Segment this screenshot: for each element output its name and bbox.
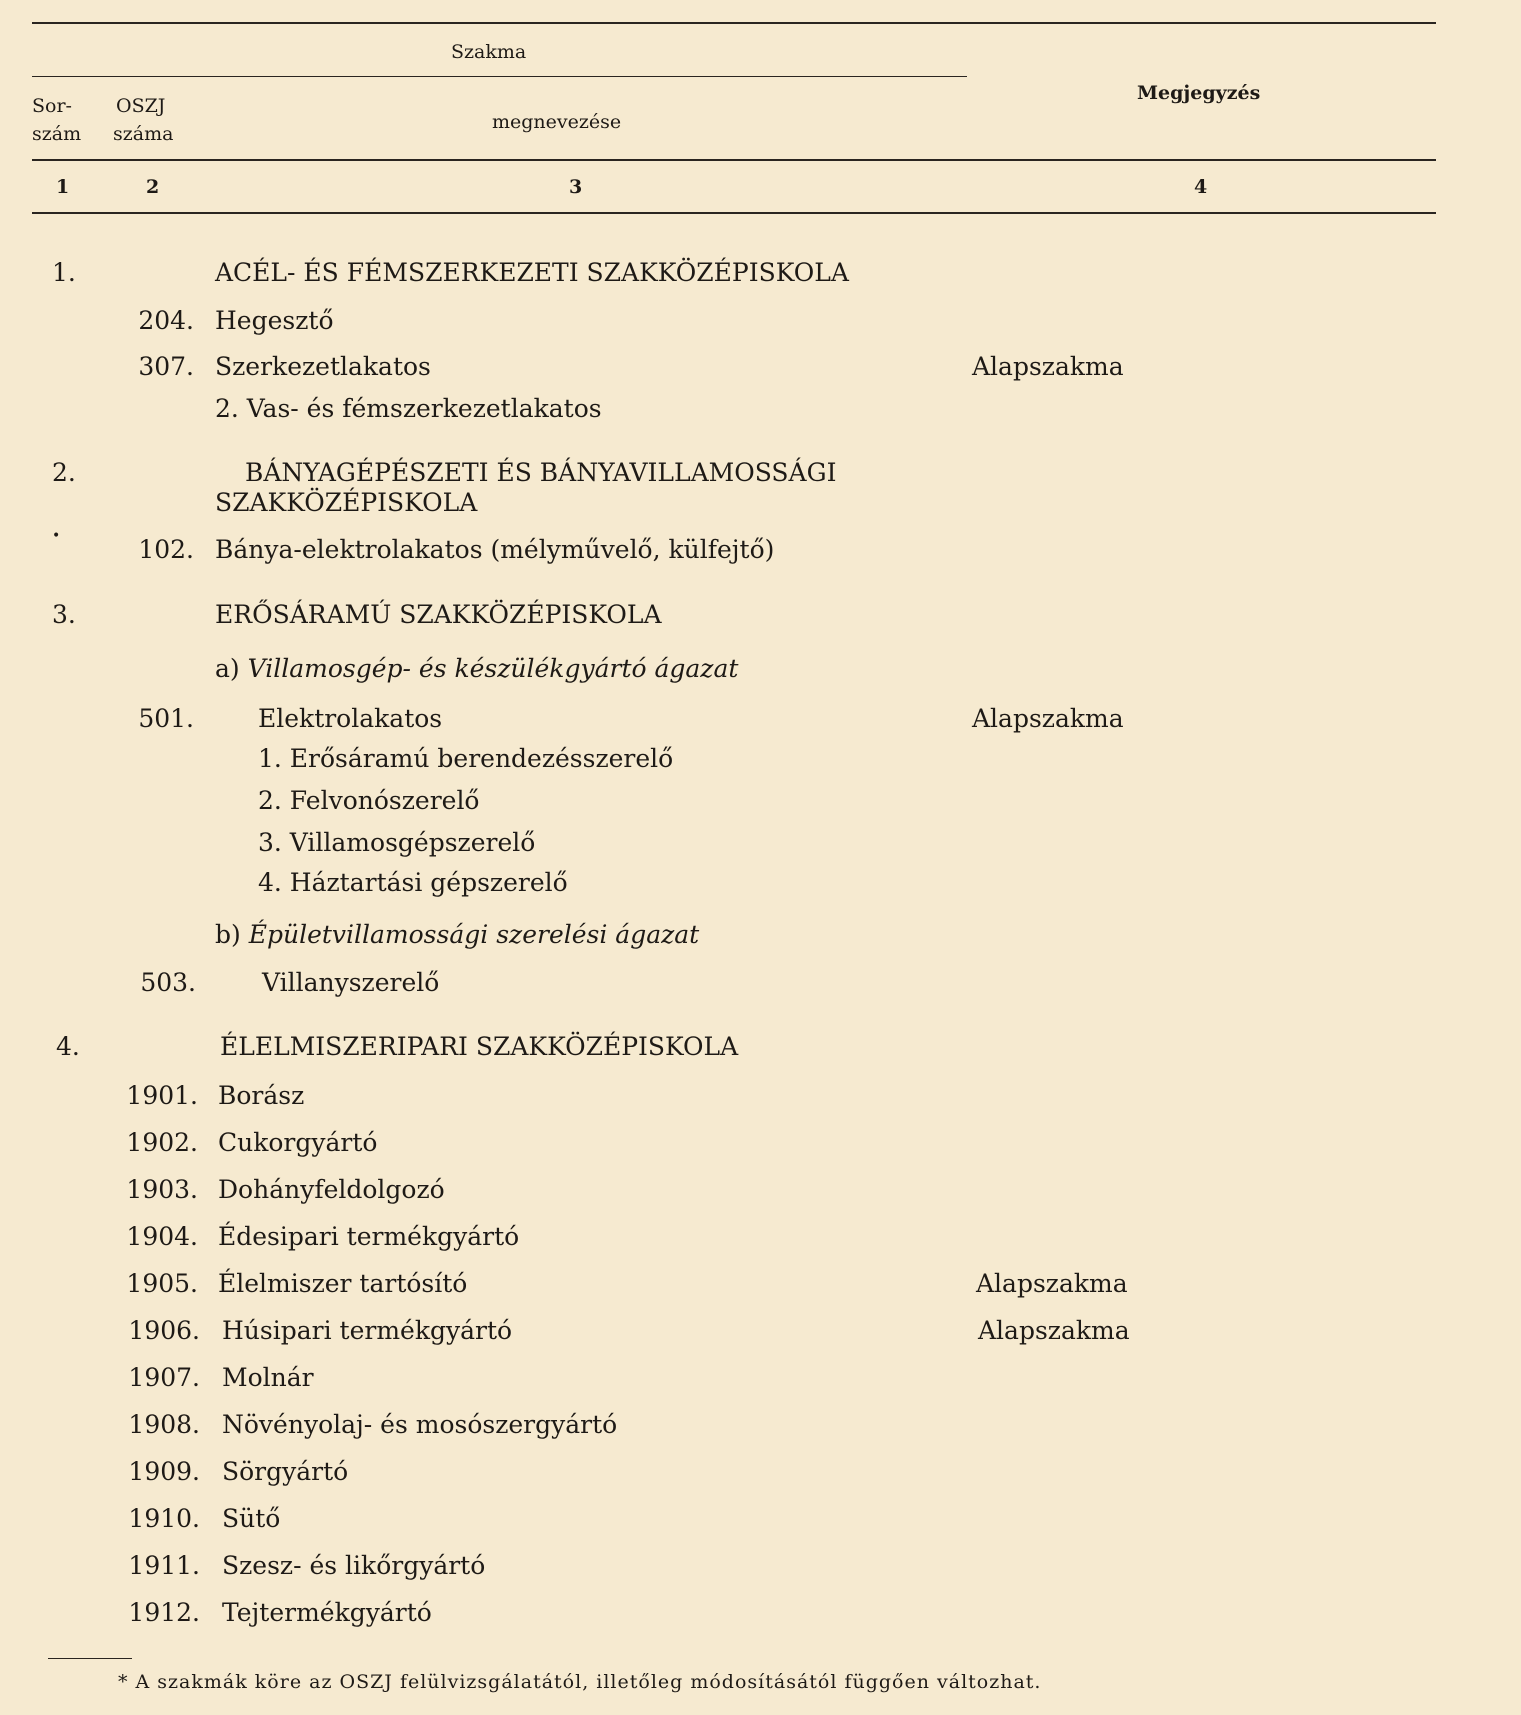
header-megjegyzes: Megjegyzés — [1137, 82, 1261, 104]
school-3-code-503: 503. — [140, 968, 196, 997]
school-4-row-1902: Cukorgyártó — [218, 1128, 378, 1157]
footnote-rule — [48, 1658, 132, 1659]
school-3-note-501: Alapszakma — [972, 704, 1124, 733]
school-4-row-1912: Tejtermékgyártó — [222, 1598, 432, 1627]
school-4-sorszam: 4. — [56, 1032, 80, 1061]
colnum-bottom-rule — [32, 212, 1436, 214]
school-3-branch-b — [215, 920, 699, 949]
footnote: * A szakmák köre az OSZJ felülvizsgálatától, illetőleg módosításától függően változhat. — [118, 1671, 1042, 1693]
school-4-row-1905: Élelmiszer tartósító — [218, 1269, 468, 1298]
header-megnevezese: megnevezése — [492, 111, 622, 133]
school-4-code-1909: 1909. — [128, 1457, 200, 1486]
school-1-title: ACÉL- ÉS FÉMSZERKEZETI SZAKKÖZÉPISKOLA — [215, 258, 849, 287]
school-1-code-307: 307. — [138, 352, 194, 381]
column-number-2: 2 — [146, 176, 160, 198]
school-4-title: ÉLELMISZERIPARI SZAKKÖZÉPISKOLA — [220, 1032, 739, 1061]
top-rule — [32, 22, 1436, 24]
school-3-code-501: 501. — [138, 704, 194, 733]
school-1-sorszam: 1. — [52, 258, 76, 287]
school-4-row-1903: Dohányfeldolgozó — [218, 1175, 445, 1204]
school-3-row-elektrolakatos: Elektrolakatos — [258, 704, 443, 733]
school-1-row-hegeszto: Hegesztő — [215, 306, 334, 335]
school-4-code-1904: 1904. — [126, 1222, 198, 1251]
school-4-row-1908: Növényolaj- és mosószergyártó — [222, 1410, 618, 1439]
school-3-branch-a — [215, 654, 738, 683]
school-1-code-204: 204. — [138, 306, 194, 335]
school-4-code-1908: 1908. — [128, 1410, 200, 1439]
branch-a-label: a) — [215, 654, 248, 683]
school-3-row-4: 4. Háztartási gépszerelő — [258, 868, 568, 897]
school-4-code-1906: 1906. — [128, 1316, 200, 1345]
school-4-row-1911: Szesz- és likőrgyártó — [222, 1551, 486, 1580]
school-4-code-1907: 1907. — [128, 1363, 200, 1392]
school-4-code-1905: 1905. — [126, 1269, 198, 1298]
school-2-row-banya: Bánya-elektrolakatos (mélyművelő, külfejtő) — [215, 535, 775, 564]
school-4-code-1912: 1912. — [128, 1598, 200, 1627]
school-4-code-1903: 1903. — [126, 1175, 198, 1204]
school-2-bullet: • — [52, 528, 61, 544]
school-2-title-line2: SZAKKÖZÉPISKOLA — [215, 488, 478, 517]
school-4-code-1902: 1902. — [126, 1128, 198, 1157]
school-4-note-1906: Alapszakma — [978, 1316, 1130, 1345]
school-3-sorszam: 3. — [52, 600, 76, 629]
school-4-row-1907: Molnár — [222, 1363, 314, 1392]
school-1-row-vas: 2. Vas- és fémszerkezetlakatos — [215, 394, 602, 423]
school-3-title: ERŐSÁRAMÚ SZAKKÖZÉPISKOLA — [215, 600, 662, 629]
szakma-rule — [32, 76, 967, 77]
school-3-row-3: 3. Villamosgépszerelő — [258, 828, 536, 857]
header-szakma: Szakma — [451, 41, 527, 63]
column-number-1: 1 — [56, 176, 70, 198]
school-3-row-villanyszerelo: Villanyszerelő — [262, 968, 440, 997]
school-3-row-2: 2. Felvonószerelő — [258, 786, 480, 815]
column-number-3: 3 — [569, 176, 583, 198]
school-4-row-1910: Sütő — [222, 1504, 281, 1533]
school-1-row-szerkezetlakatos: Szerkezetlakatos — [215, 352, 431, 381]
school-1-note-307: Alapszakma — [972, 352, 1124, 381]
school-4-row-1909: Sörgyártó — [222, 1457, 349, 1486]
school-2-sorszam: 2. — [52, 458, 76, 487]
column-number-4: 4 — [1194, 176, 1208, 198]
school-4-row-1901: Borász — [218, 1081, 305, 1110]
school-4-code-1901: 1901. — [126, 1081, 198, 1110]
school-4-code-1910: 1910. — [128, 1504, 200, 1533]
header-sorszam-1: Sor- — [32, 95, 72, 117]
branch-b-label: b) — [215, 920, 249, 949]
school-4-code-1911: 1911. — [128, 1551, 200, 1580]
school-3-row-1: 1. Erősáramú berendezésszerelő — [258, 744, 674, 773]
header-oszj-2: száma — [113, 123, 174, 145]
school-2-code-102: 102. — [138, 535, 194, 564]
branch-b-name: Épületvillamossági szerelési ágazat — [248, 920, 700, 949]
header-oszj-1: OSZJ — [116, 95, 166, 117]
header-sorszam-2: szám — [32, 123, 82, 145]
header-bottom-rule — [32, 159, 1436, 161]
school-4-note-1905: Alapszakma — [976, 1269, 1128, 1298]
branch-a-name: Villamosgép- és készülékgyártó ágazat — [247, 654, 739, 683]
school-4-row-1906: Húsipari termékgyártó — [222, 1316, 513, 1345]
school-2-title-line1: BÁNYAGÉPÉSZETI ÉS BÁNYAVILLAMOSSÁGI — [245, 458, 837, 487]
school-4-row-1904: Édesipari termékgyártó — [218, 1222, 520, 1251]
